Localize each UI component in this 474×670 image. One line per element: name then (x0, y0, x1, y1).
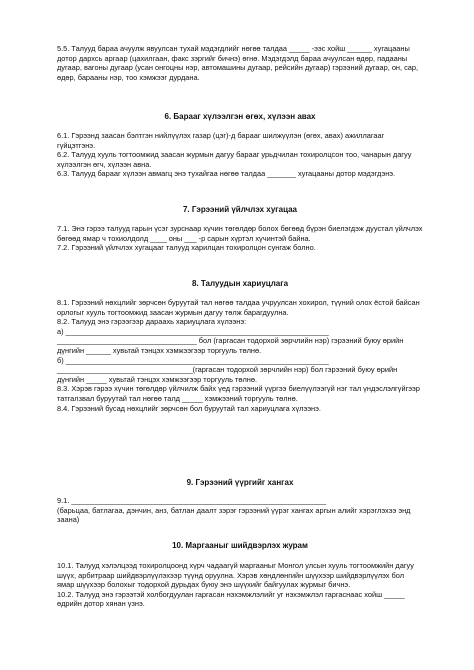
section-7-body: 7.1. Энэ гэрээ талууд гарын үсэг зурснаар хүчин төгөлдөр болох бөгөөд бүрэн биелэгдэж дуустал үйлчлэх бөгөөд ямар ч тохиолдолд ____ оны ___ -р сарын хүртэл хүчинтэй байна. 7.2. Гэрээний үйлчлэх хугацааг талууд харилцан тохиролцон сунгаж болно. (57, 224, 423, 253)
section-10-body: 10.1. Талууд хэлэлцээд тохиролцоонд хүрч чадаагүй маргааныг Монгол улсын хууль тогтоомжийн дагуу шүүх, арбитраар шийдвэрлүүлэхээр түүнд оруулна. Хэрэв хөндлөнгийн шүүхээр шийдвэрлүүлэх бол ямар шүүхээр болохыг тодорхой дурьдах буюу энэ шүүхийг байгуулах журмыг бичнэ. 10.2. Талууд энэ гэрээтэй холбогдуулан гаргасан нэхэмжлэлийг уг нэхэмжлэл гаргаснаас хойш _____ өдрийн дотор хянан үзнэ. (57, 561, 414, 609)
clause-5-5: 5.5. Талууд бараа ачуулж явуулсан тухай мэдэгдлийг нөгөө талдаа _____ -ээс хойш ______ хугацааны дотор дархсь аргаар (цахилгаан, факс зэргийг бичнэ) өгнө. Мэдэгдэлд бараа ачуулсан өдөр, падааны дугаар, вагоны дугаар (усан онгоцны нэр, автомашины дугаар, рейсийн дугаар) гэрээний дугаар, он, сар, өдөр, барааны нэр, тоо хэмжээг дурдана. (57, 44, 421, 82)
section-8-body: 8.1. Гэрээний нөхцлийг зөрчсөн буруутай тал нөгөө талдаа учруулсан хохирол, түүний олох ёстой байсан орлогыг хууль тогтоомжид заасан журмын дагуу төлж барагдуулна. 8.2. Талууд энэ гэрээгээр дараахь хариуцлага хүлээнэ: а) ________________________________________________________________ __________________________________ бол (гаргасан тодорхой зөрчлийн нэр) гэрээний буюу өрийн дүнгийн ______ хувьтай тэнцэх хэмжээгээр торгууль төлнө. б) ________________________________________________________________ _________________________________(гаргасан тодорхой зөрчлийн нэр) бол гэрээний буюу өрийн дүнгийн _____ хувьтай тэнцэх хэмжээгээр торгууль төлнө. 8.3. Хэрэв гэрээ хүчин төгөлдөр үйлчилж байх үед гэрээний үүргээ биелүүлээгүй нэг тал үндэслэлгүйгээр татгалзвал буруутай тал нөгөө талд _____ хэмжээний торгууль төлнө. 8.4. Гэрээний бусад нөхцлийг зөрчсөн бол буруутай тал хариуцлага хүлээнэ. (57, 298, 420, 413)
section-6-body: 6.1. Гэрээнд заасан бэлтгэн нийлүүлэх газар (цэг)-д барааг шилжүүлэн (өгөх, авах) ажиллагааг гүйцэтгэнэ. 6.2. Талууд хууль тогтоомжид заасан журмын дагуу барааг урьдчилан тохиролцсон тоо, чанарын дагуу хүлээлгэн өгч, хүлээн авна. 6.3. Талууд барааг хүлээн авмагц энэ тухайгаа нөгөө талдаа _______ хугацааны дотор мэдэгдэнэ. (57, 131, 412, 179)
section-9-heading: 9. Гэрээний үүргийг хангах (186, 478, 294, 487)
section-10-heading: 10. Маргааныг шийдвэрлэх журам (172, 541, 308, 550)
section-9-body: 9.1. ______________________________________________________________ (барьцаа, батлагаа, дэнчин, анз, батлан даалт зэрэг гэрээний үүрэг хангах аргын алийг хэрэглэхээ энд заана) (57, 496, 411, 525)
section-6-heading: 6. Барааг хүлээлгэн өгөх, хүлээн авах (164, 112, 316, 121)
section-8-heading: 8. Талуудын хариуцлага (191, 279, 289, 288)
section-7-heading: 7. Гэрээний үйлчлэх хугацаа (182, 205, 297, 214)
